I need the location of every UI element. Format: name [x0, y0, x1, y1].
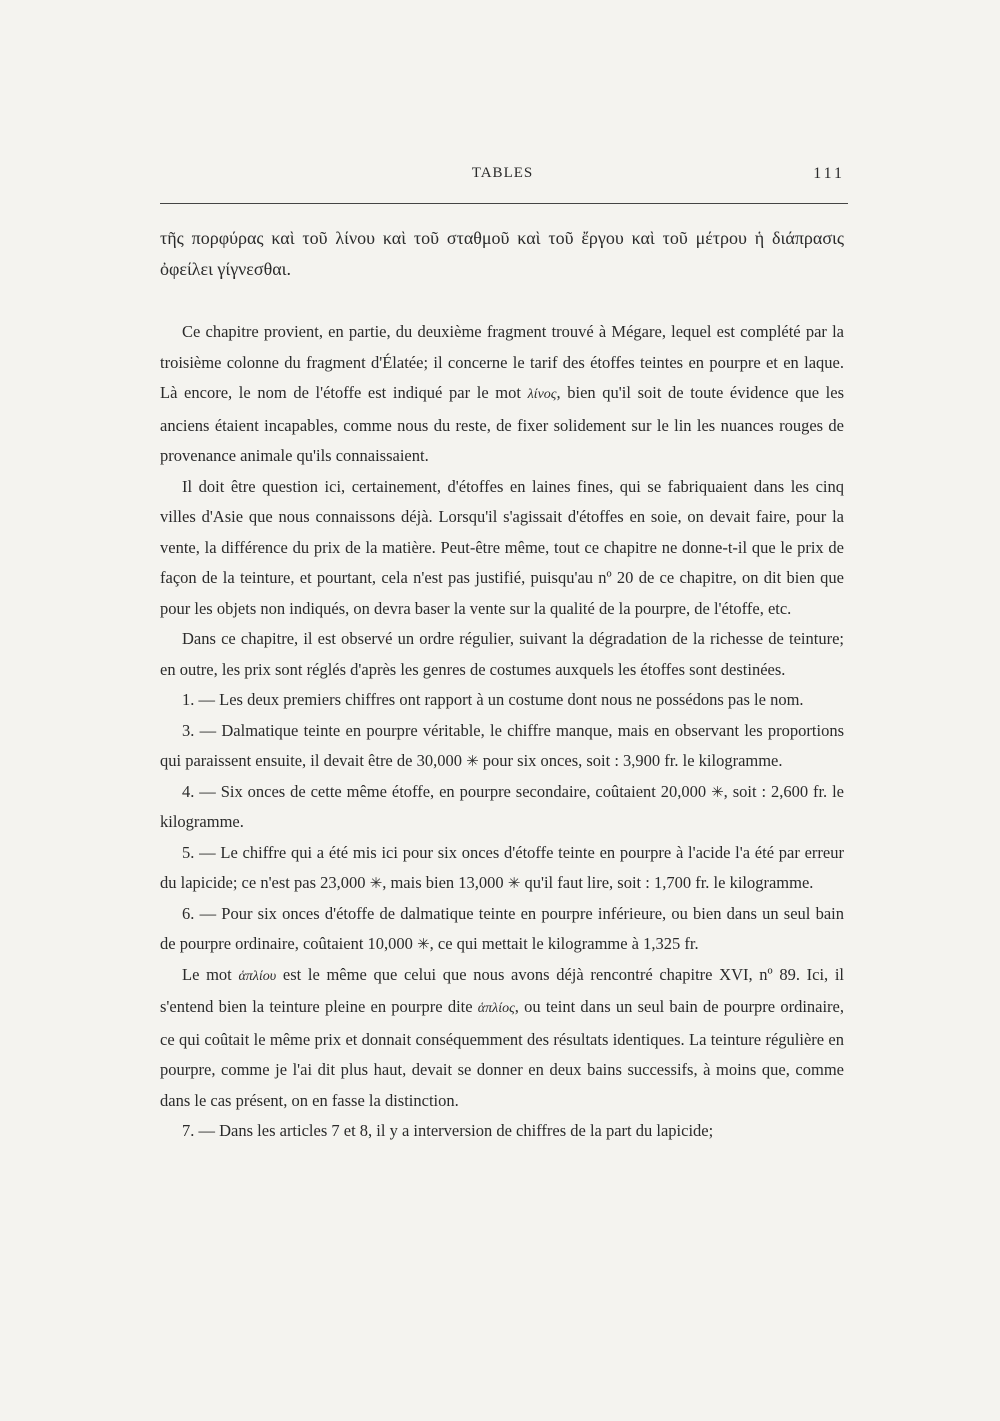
item-4	[160, 777, 844, 838]
item-5-text-c: qu'il faut lire, soit : 1,700 fr. le kilogramme.	[524, 873, 814, 892]
item-7: 7. — Dans les articles 7 et 8, il y a interversion de chiffres de la part du lapicide;	[182, 1121, 714, 1140]
paragraph-1-text-b: , bien qu'il soit de toute évidence que les anciens étaient incapables, comme nous du reste, de fixer solidement sur le lin les nuances rouges de provenance animale qu'ils connaissaient.	[160, 383, 844, 465]
running-title: TABLES	[471, 165, 534, 181]
item-3	[160, 716, 844, 777]
running-head	[160, 165, 845, 187]
paragraph-3: Dans ce chapitre, il est observé un ordre régulier, suivant la dégradation de la richesse de teinture; en outre, les prix sont réglés d'après les genres de costumes auxquels les étoffes sont destinées.	[160, 629, 844, 679]
item-4-text-a: 4. — Six onces de cette même étoffe, en pourpre secondaire, coûtaient 20,000	[182, 781, 707, 801]
item-3-text-a: 3. — Dalmatique teinte en pourpre véritable, le chiffre manque, mais en observant les proportions qui paraissent ensuite, il devait être de 30,000	[160, 720, 844, 770]
item-5-text-a: 5. — Le chiffre qui a été mis ici pour six onces d'étoffe teinte en pourpre à l'acide l'a été par erreur du lapicide; ce n'est pas 23,000	[160, 842, 844, 892]
denarius-symbol: ✳	[711, 782, 724, 801]
item-3-text-b: pour six onces, soit : 3,900 fr. le kilogramme.	[482, 751, 783, 770]
paragraph-4	[160, 960, 844, 1117]
denarius-symbol: ✳	[466, 752, 479, 770]
paragraph-4-text-b: est le même que celui que nous avons déjà rencontré chapitre XVI, nº 89. Ici, il s'entend bien la teinture pleine en pourpre dite	[160, 964, 845, 1016]
item-5-text-b: , mais bien 13,000	[382, 873, 504, 892]
paragraph-1	[160, 317, 844, 472]
greek-word-linos: λίνος	[527, 387, 557, 402]
body-text	[160, 317, 844, 1147]
item-5	[160, 838, 844, 899]
paragraph-4-text-c: , ou teint dans un seul bain de pourpre ordinaire, ce qui coûtait le même prix et donnait conséquemment des résultats identiques. La teinture régulière en pourpre, comme je l'ai dit plus haut, devait se donner en deux bains successifs, à moins que, comme dans le cas présent, on en fasse la distinction.	[160, 997, 844, 1110]
paragraph-2: Il doit être question ici, certainement, d'étoffes en laines fines, qui se fabriquaient dans les cinq villes d'Asie que nous connaissons déjà. Lorsqu'il s'agissait d'étoffes en soie, on devait faire, pour la vente, la différence du prix de la matière. Peut-être même, tout ce chapitre ne donne-t-il que le prix de façon de la teinture, et pourtant, cela n'est pas justifié, puisqu'au nº 20 de ce chapitre, on dit bien que pour les objets non indiqués, on devra baser la vente sur la qualité de la pourpre, de l'étoffe, etc.	[160, 476, 844, 618]
page-number: 111	[813, 165, 845, 182]
item-6-text-b: , ce qui mettait le kilogramme à 1,325 fr.	[429, 934, 699, 953]
greek-word-aplios: ἁπλίος	[477, 1001, 515, 1016]
denarius-symbol: ✳	[369, 874, 383, 892]
item-4-text-b: , soit : 2,600 fr. le kilogramme.	[160, 781, 845, 831]
denarius-symbol: ✳	[417, 935, 430, 953]
denarius-symbol: ✳	[507, 874, 521, 892]
paragraph-4-text-a: Le mot	[182, 964, 232, 984]
greek-quote: τῆς πορφύρας καὶ τοῦ λίνου καὶ τοῦ σταθμοῦ καὶ τοῦ ἔργου καὶ τοῦ μέτρου ἡ διάπρασις ὀφείλει γίγνεσθαι.	[160, 228, 844, 279]
item-6	[160, 899, 844, 960]
paragraph-1-text-a: Ce chapitre provient, en partie, du deuxième fragment trouvé à Mégare, lequel est complété par la troisième colonne du fragment d'Élatée; il concerne le tarif des étoffes teintes en pourpre et en laque. Là encore, le nom de l'étoffe est indiqué par le mot	[160, 322, 844, 402]
greek-word-apliou: ἁπλίου	[238, 968, 277, 984]
item-1: 1. — Les deux premiers chiffres ont rapport à un costume dont nous ne possédons pas le nom.	[182, 690, 804, 709]
item-6-text-a: 6. — Pour six onces d'étoffe de dalmatique teinte en pourpre inférieure, ou bien dans un seul bain de pourpre ordinaire, coûtaient 10,000	[160, 903, 844, 953]
header-rule	[160, 203, 848, 204]
